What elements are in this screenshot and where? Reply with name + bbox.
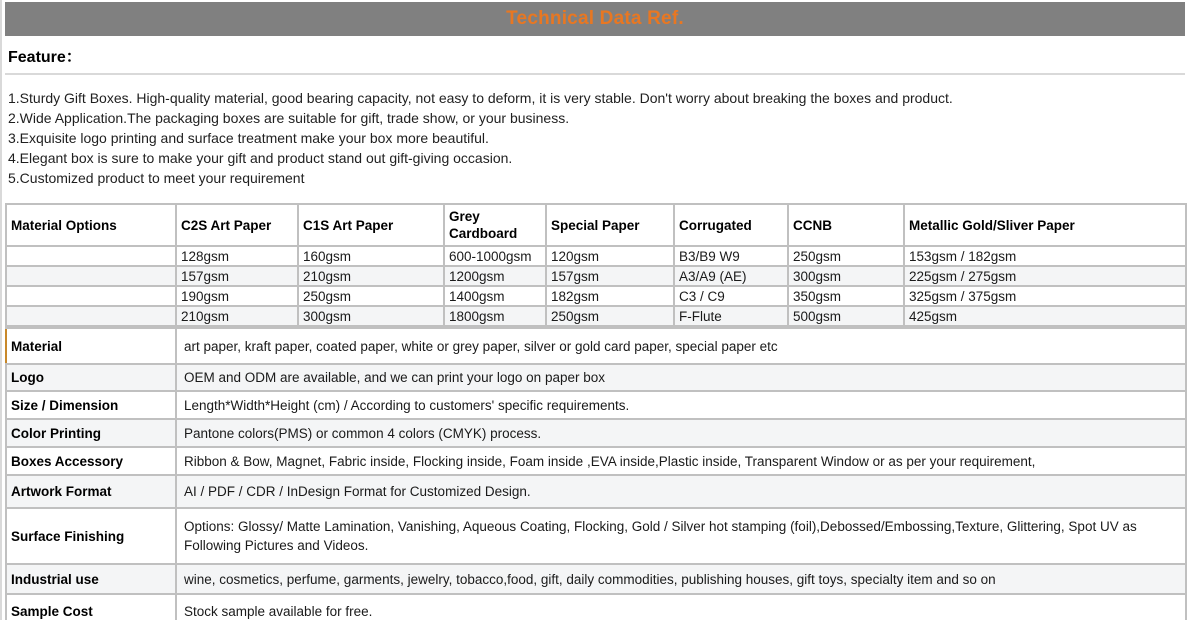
spec-label: Industrial use [6,564,176,594]
spec-label: Surface Finishing [6,508,176,564]
table-cell: 300gsm [298,306,444,326]
spec-label: Boxes Accessory [6,447,176,475]
spec-label: Logo [6,364,176,391]
spec-value: OEM and ODM are available, and we can print your logo on paper box [176,364,1186,391]
table-row [6,364,1186,391]
spec-value: Length*Width*Height (cm) / According to customers' specific requirements. [176,391,1186,419]
feature-item: 5.Customized product to meet your requirement [8,170,305,186]
column-header: C2S Art Paper [176,204,298,246]
table-cell: 1200gsm [444,266,546,286]
table-row [6,391,1186,419]
title-bar [5,2,1185,36]
table-cell: 300gsm [788,266,904,286]
table-cell: 182gsm [546,286,674,306]
column-header: Corrugated [674,204,788,246]
table-row [6,594,1186,620]
table-cell: 600-1000gsm [444,246,546,266]
spec-table [5,327,1187,620]
feature-item: 4.Elegant box is sure to make your gift and product stand out gift-giving occasion. [8,150,513,166]
table-cell: 1800gsm [444,306,546,326]
page-title: Technical Data Ref. [506,8,684,29]
table-row [6,564,1186,594]
spec-label: Size / Dimension [6,391,176,419]
table-cell: 250gsm [788,246,904,266]
table-cell: B3/B9 W9 [674,246,788,266]
column-header: Grey Cardboard [444,204,546,246]
spec-value: Stock sample available for free. [176,594,1186,620]
table-cell: 1400gsm [444,286,546,306]
table-cell: 225gsm / 275gsm [904,266,1186,286]
table-row [6,447,1186,475]
table-cell: 210gsm [176,306,298,326]
material-table-header [6,204,1186,246]
table-cell: 120gsm [546,246,674,266]
feature-heading: Feature： [5,36,1185,75]
table-cell [6,266,176,286]
table-cell: 153gsm / 182gsm [904,246,1186,266]
table-cell: 250gsm [298,286,444,306]
table-cell: 500gsm [788,306,904,326]
table-row [6,306,1186,326]
table-cell: 425gsm [904,306,1186,326]
spec-label: Artwork Format [6,475,176,508]
spec-value: art paper, kraft paper, coated paper, white or grey paper, silver or gold card paper, special paper etc [176,328,1186,364]
feature-item: 2.Wide Application.The packaging boxes are suitable for gift, trade show, or your business. [8,110,570,126]
column-header: Metallic Gold/Sliver Paper [904,204,1186,246]
header-row [6,204,1186,246]
spec-label: Sample Cost [6,594,176,620]
table-row [6,246,1186,266]
table-row [6,475,1186,508]
spec-label: Material [6,328,176,364]
table-cell: 250gsm [546,306,674,326]
feature-list [5,75,1185,188]
column-header: CCNB [788,204,904,246]
column-header: Special Paper [546,204,674,246]
table-row [6,286,1186,306]
table-row [6,508,1186,564]
table-cell: A3/A9 (AE) [674,266,788,286]
material-options-table [5,203,1187,327]
material-table-body [6,246,1186,326]
table-cell: 350gsm [788,286,904,306]
spec-value: AI / PDF / CDR / InDesign Format for Customized Design. [176,475,1186,508]
table-cell: 128gsm [176,246,298,266]
table-row [6,328,1186,364]
table-cell: 157gsm [546,266,674,286]
table-cell [6,246,176,266]
table-cell: C3 / C9 [674,286,788,306]
table-row [6,266,1186,286]
table-cell: 157gsm [176,266,298,286]
table-cell: 160gsm [298,246,444,266]
table-cell [6,286,176,306]
spec-value: wine, cosmetics, perfume, garments, jewelry, tobacco,food, gift, daily commodities, publishing houses, gift toys, specialty item and so on [176,564,1186,594]
spec-table-body [6,328,1186,620]
spec-value: Ribbon & Bow, Magnet, Fabric inside, Flocking inside, Foam inside ,EVA inside,Plastic inside, Transparent Window or as per your requirement, [176,447,1186,475]
table-cell: 325gsm / 375gsm [904,286,1186,306]
table-cell: F-Flute [674,306,788,326]
table-cell: 190gsm [176,286,298,306]
feature-item: 3.Exquisite logo printing and surface treatment make your box more beautiful. [8,130,489,146]
feature-item: 1.Sturdy Gift Boxes. High-quality material, good bearing capacity, not easy to deform, it is very stable. Don't worry about breaking the boxes and product. [8,90,953,106]
spec-value: Pantone colors(PMS) or common 4 colors (CMYK) process. [176,419,1186,447]
column-header: Material Options [6,204,176,246]
table-cell: 210gsm [298,266,444,286]
table-row [6,419,1186,447]
spec-value: Options: Glossy/ Matte Lamination, Vanishing, Aqueous Coating, Flocking, Gold / Silver hot stamping (foil),Debossed/Embossing,Texture, Glittering, Spot UV as Following Pictures and Videos. [176,508,1186,564]
spec-label: Color Printing [6,419,176,447]
column-header: C1S Art Paper [298,204,444,246]
table-cell [6,306,176,326]
